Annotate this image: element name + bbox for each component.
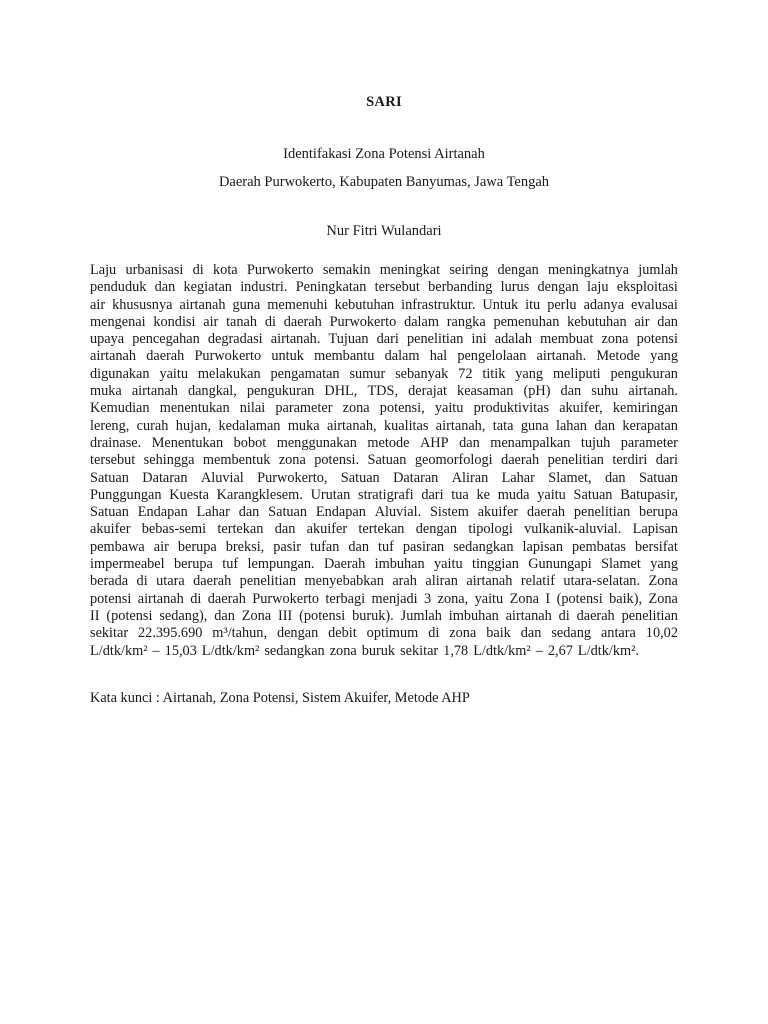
abstract-line: tersebut sehingga membentuk zona potensi. Satuan geomorfologi daerah penelitian terdiri dari: [90, 452, 678, 469]
abstract-line: sekitar 22.395.690 m³/tahun, dengan debit optimum di zona baik dan sedang antara 10,02: [90, 625, 678, 642]
abstract-paragraph: [90, 262, 678, 660]
abstract-line: Satuan Dataran Aluvial Purwokerto, Satuan Dataran Aliran Lahar Slamet, dan Satuan: [90, 469, 678, 486]
abstract-line: penduduk dan kegiatan industri. Peningkatan tersebut berbanding lurus dengan laju eksploitasi: [90, 279, 678, 296]
abstract-line: pembawa air berupa breksi, pasir tufan dan tuf pasiran sedangkan lapisan pembatas bersifat: [90, 538, 678, 555]
abstract-line: air khususnya airtanah guna memenuhi kebutuhan infrastruktur. Untuk itu perlu adanya evalusai: [90, 296, 678, 313]
document-subtitle-line1: Identifakasi Zona Potensi Airtanah: [283, 146, 485, 162]
abstract-line: drainase. Menentukan bobot menggunakan metode AHP dan menampalkan tujuh parameter: [90, 434, 678, 451]
author-name: Nur Fitri Wulandari: [326, 223, 442, 239]
abstract-line: Satuan Endapan Lahar dan Satuan Endapan Aluvial. Sistem akuifer daerah penelitian berupa: [90, 504, 678, 521]
abstract-line: airtanah daerah Purwokerto untuk membantu dalam hal pengelolaan airtanah. Metode yang: [90, 348, 678, 365]
abstract-line: mengenai kondisi air tanah di daerah Purwokerto dalam rangka pemenuhan kebutuhan air dan: [90, 313, 678, 330]
abstract-line: berada di utara daerah penelitian menyebabkan arah aliran airtanah relatif utara-selatan. Zona: [90, 573, 678, 590]
abstract-line: potensi airtanah di daerah Purwokerto terbagi menjadi 3 zona, yaitu Zona I (potensi baik), Zona: [90, 590, 678, 607]
abstract-line: L/dtk/km² – 15,03 L/dtk/km² sedangkan zona buruk sekitar 1,78 L/dtk/km² – 2,67 L/dtk/km².: [90, 642, 639, 659]
abstract-line: lereng, curah hujan, kedalaman muka airtanah, kualitas airtanah, tata guna lahan dan kerapatan: [90, 417, 678, 434]
abstract-line: upaya pencegahan degradasi airtanah. Tujuan dari penelitian ini adalah membuat zona potensi: [90, 331, 678, 348]
document-subtitle-line2: Daerah Purwokerto, Kabupaten Banyumas, Jawa Tengah: [218, 174, 550, 190]
keywords-line: Kata kunci : Airtanah, Zona Potensi, Sistem Akuifer, Metode AHP: [90, 690, 470, 706]
abstract-line: II (potensi sedang), dan Zona III (potensi buruk). Jumlah imbuhan airtanah di daerah penelitian: [90, 607, 678, 624]
abstract-line: muka airtanah dangkal, pengukuran DHL, TDS, derajat keasaman (pH) dan suhu airtanah.: [90, 383, 678, 400]
abstract-line: Punggungan Kuesta Karangklesem. Urutan stratigrafi dari tua ke muda yaitu Satuan Batupasir,: [90, 486, 678, 503]
abstract-line: Kemudian menentukan nilai parameter zona potensi, yaitu produktivitas akuifer, kemiringan: [90, 400, 678, 417]
abstract-line: akuifer bebas-semi tertekan dan akuifer tertekan dengan tipologi vulkanik-aluvial. Lapisan: [90, 521, 678, 538]
abstract-line: digunakan yaitu melakukan pengamatan sumur sebanyak 72 titik yang meliputi pengukuran: [90, 365, 678, 382]
abstract-line: Laju urbanisasi di kota Purwokerto semakin meningkat seiring dengan meningkatnya jumlah: [90, 262, 678, 278]
abstract-line: impermeabel berupa tuf lempungan. Daerah imbuhan yaitu tinggian Gunungapi Slamet yang: [90, 556, 678, 573]
document-title: SARI: [366, 94, 402, 110]
